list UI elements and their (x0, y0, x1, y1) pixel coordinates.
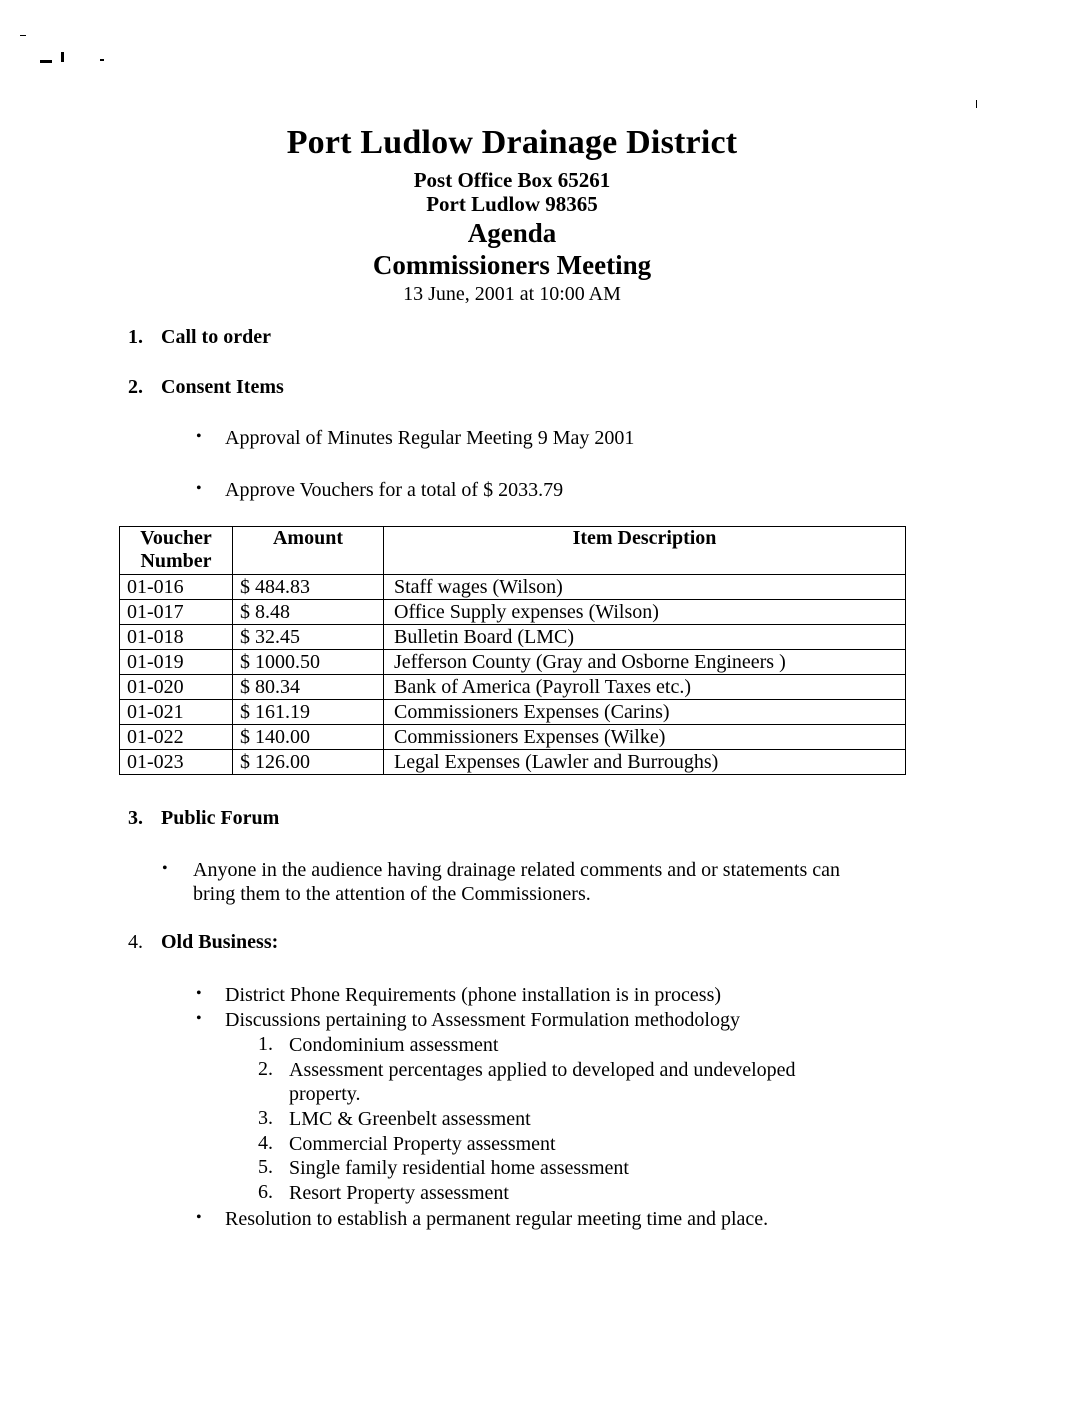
voucher-amount: $ 1000.50 (233, 650, 384, 675)
header-text: Voucher (140, 527, 212, 549)
table-header-row (120, 527, 906, 575)
scan-speck (100, 59, 104, 61)
voucher-description: Commissioners Expenses (Wilke) (384, 725, 906, 750)
voucher-description: Office Supply expenses (Wilson) (384, 600, 906, 625)
sub-item-number: 3. (258, 1107, 273, 1129)
bullet-icon: • (196, 480, 202, 497)
section-call-to-order (128, 326, 271, 349)
scan-speck (976, 100, 977, 108)
voucher-number: 01-023 (120, 750, 233, 775)
section-old-business (128, 931, 278, 954)
voucher-amount: $ 484.83 (233, 575, 384, 600)
section-consent-items (128, 376, 284, 399)
address-city-zip: Port Ludlow 98365 (426, 192, 598, 216)
section-number: 2. (128, 376, 143, 398)
table-row (120, 700, 906, 725)
header-item-description: Item Description (384, 527, 906, 575)
bullet-icon: • (196, 428, 202, 445)
section-title: Call to order (161, 326, 271, 348)
voucher-description: Bulletin Board (LMC) (384, 625, 906, 650)
voucher-amount: $ 161.19 (233, 700, 384, 725)
bullet-icon: • (162, 860, 168, 877)
section-title: Consent Items (161, 376, 284, 398)
voucher-amount: $ 8.48 (233, 600, 384, 625)
sub-item-number: 1. (258, 1033, 273, 1055)
section-title: Old Business: (161, 931, 279, 953)
table-row (120, 725, 906, 750)
sub-item-number: 4. (258, 1132, 273, 1154)
address-po-box: Post Office Box 65261 (413, 168, 611, 192)
bullet-text: Approve Vouchers for a total of $ 2033.79 (225, 479, 564, 501)
voucher-number: 01-020 (120, 675, 233, 700)
bullet-text-line1: Anyone in the audience having drainage related comments and or statements can (193, 859, 840, 881)
bullet-text: Approval of Minutes Regular Meeting 9 May 2001 (225, 427, 635, 449)
bullet-icon: • (196, 1010, 202, 1027)
voucher-description: Bank of America (Payroll Taxes etc.) (384, 675, 906, 700)
sub-item-text-continued: property. (289, 1083, 361, 1105)
table-row (120, 600, 906, 625)
bullet-text: District Phone Requirements (phone installation is in process) (225, 984, 722, 1006)
section-title: Public Forum (161, 807, 280, 829)
table-row (120, 675, 906, 700)
voucher-description: Jefferson County (Gray and Osborne Engineers ) (384, 650, 906, 675)
voucher-description: Legal Expenses (Lawler and Burroughs) (384, 750, 906, 775)
header-text: Number (140, 550, 212, 572)
section-number: 3. (128, 807, 143, 829)
voucher-amount: $ 80.34 (233, 675, 384, 700)
section-number: 1. (128, 326, 143, 348)
sub-item-text: Single family residential home assessment (289, 1157, 629, 1179)
bullet-icon: • (196, 985, 202, 1002)
agenda-heading: Agenda (467, 218, 557, 248)
voucher-amount: $ 32.45 (233, 625, 384, 650)
document-title: Port Ludlow Drainage District (286, 124, 738, 161)
voucher-number: 01-018 (120, 625, 233, 650)
table-row (120, 750, 906, 775)
voucher-description: Staff wages (Wilson) (384, 575, 906, 600)
bullet-text-line2: bring them to the attention of the Commissioners. (193, 883, 591, 905)
table-row (120, 575, 906, 600)
table-row (120, 625, 906, 650)
sub-item-number: 5. (258, 1156, 273, 1178)
meeting-date-time: 13 June, 2001 at 10:00 AM (403, 283, 621, 305)
table-row (120, 650, 906, 675)
header-voucher-number (120, 527, 233, 575)
sub-item-text: LMC & Greenbelt assessment (289, 1108, 531, 1130)
scan-speck (20, 35, 26, 36)
voucher-amount: $ 140.00 (233, 725, 384, 750)
voucher-table (119, 526, 906, 775)
header-amount: Amount (233, 527, 384, 575)
voucher-amount: $ 126.00 (233, 750, 384, 775)
bullet-icon: • (196, 1209, 202, 1226)
bullet-text: Discussions pertaining to Assessment Formulation methodology (225, 1009, 740, 1031)
sub-item-number: 6. (258, 1181, 273, 1203)
section-public-forum (128, 807, 279, 830)
voucher-number: 01-017 (120, 600, 233, 625)
sub-item-text: Resort Property assessment (289, 1182, 509, 1204)
sub-item-text: Condominium assessment (289, 1034, 499, 1056)
meeting-heading: Commissioners Meeting (372, 250, 652, 280)
scan-speck (61, 52, 64, 62)
voucher-number: 01-022 (120, 725, 233, 750)
sub-item-text: Assessment percentages applied to developed and undeveloped (289, 1059, 796, 1081)
voucher-number: 01-021 (120, 700, 233, 725)
section-number: 4. (128, 931, 143, 953)
scan-speck (40, 60, 52, 63)
voucher-description: Commissioners Expenses (Carins) (384, 700, 906, 725)
voucher-number: 01-019 (120, 650, 233, 675)
sub-item-text: Commercial Property assessment (289, 1133, 556, 1155)
voucher-number: 01-016 (120, 575, 233, 600)
sub-item-number: 2. (258, 1058, 273, 1080)
bullet-text: Resolution to establish a permanent regular meeting time and place. (225, 1208, 769, 1230)
